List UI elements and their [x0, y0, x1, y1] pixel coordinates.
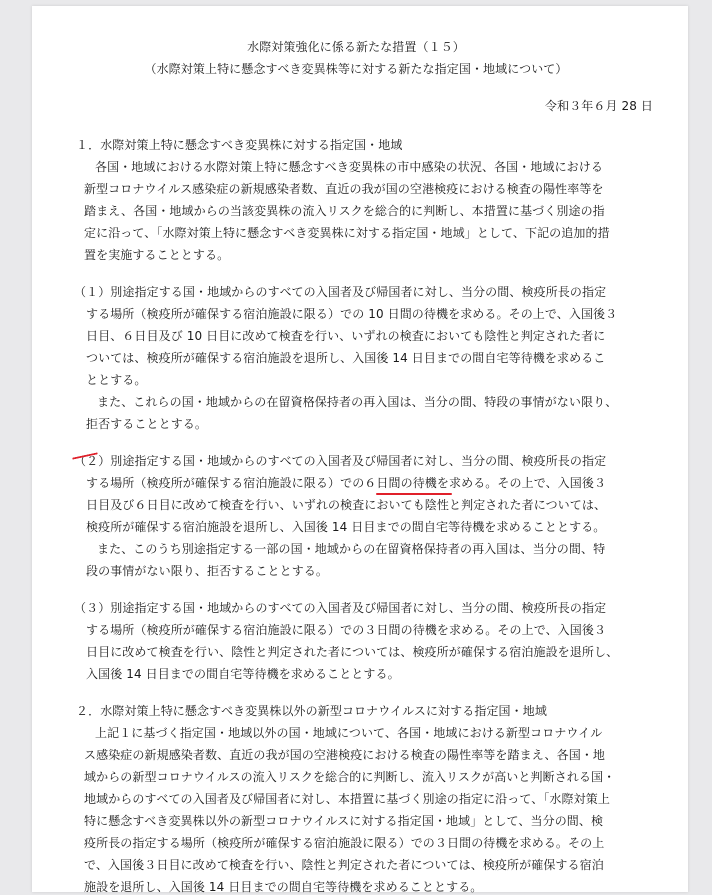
paragraph-line: する場所（検疫所が確保する宿泊施設に限る）での 10 日間の待機を求める。その上で、入国後３	[86, 307, 618, 321]
document-title: 水際対策強化に係る新たな措置（１５）	[247, 40, 465, 54]
paragraph-line: 入国後 14 日目までの間自宅等待機を求めることとする。	[86, 667, 400, 681]
paragraph-line: 各国・地域における水際対策上特に懸念すべき変異株の市中感染の状況、各国・地域における	[95, 160, 603, 174]
paragraph-line: 段の事情がない限り、拒否することとする。	[86, 564, 329, 578]
section2-heading: ２．水際対策上特に懸念すべき変異株以外の新型コロナウイルスに対する指定国・地域	[76, 704, 547, 718]
paragraph-line: で、入国後３日目に改めて検査を行い、陰性と判定された者については、検疫所が確保する宿泊	[84, 858, 604, 872]
red-underline-mark	[376, 493, 452, 495]
paragraph-line: また、これらの国・地域からの在留資格保持者の再入国は、当分の間、特段の事情がない限り、	[97, 395, 618, 409]
paragraph-line: 疫所長の指定する場所（検疫所が確保する宿泊施設に限る）での３日間の待機を求める。その上	[84, 836, 605, 850]
document-date: 令和３年６月 28 日	[545, 99, 653, 113]
paragraph-line: 域からの新型コロナウイルスの流入リスクを総合的に判断し、流入リスクが高いと判断される国・	[84, 770, 616, 784]
paragraph-line: （３）別途指定する国・地域からのすべての入国者及び帰国者に対し、当分の間、検疫所長の指定	[74, 601, 607, 615]
document-subtitle: （水際対策上特に懸念すべき変異株等に対する新たな指定国・地域について）	[144, 62, 568, 76]
paragraph-line: 上記１に基づく指定国・地域以外の国・地域について、各国・地域における新型コロナウイル	[95, 726, 603, 740]
paragraph-line: ととする。	[86, 373, 147, 387]
paragraph-line: 踏まえ、各国・地域からの当該変異株の流入リスクを総合的に判断し、本措置に基づく別途の指	[84, 204, 605, 218]
paragraph-line: また、このうち別途指定する一部の国・地域からの在留資格保持者の再入国は、当分の間、特	[97, 542, 606, 556]
paragraph-line: 置を実施することとする。	[84, 248, 230, 262]
paragraph-line: 日目に改めて検査を行い、陰性と判定された者については、検疫所が確保する宿泊施設を退所し、	[86, 645, 619, 659]
paragraph-line: 日目、６日目及び 10 日目に改めて検査を行い、いずれの検査においても陰性と判定された者に	[86, 329, 606, 343]
paragraph-line: （２）別途指定する国・地域からのすべての入国者及び帰国者に対し、当分の間、検疫所長の指定	[74, 454, 607, 468]
paragraph-line: する場所（検疫所が確保する宿泊施設に限る）での３日間の待機を求める。その上で、入国後３	[86, 623, 607, 637]
paragraph-line: 日目及び６日目に改めて検査を行い、いずれの検査においても陰性と判定された者については、	[86, 498, 607, 512]
paragraph-line: 特に懸念すべき変異株以外の新型コロナウイルスに対する指定国・地域」として、当分の間、検	[84, 814, 604, 828]
paragraph-line: ついては、検疫所が確保する宿泊施設を退所し、入国後 14 日目までの間自宅等待機を求めるこ	[86, 351, 606, 365]
paragraph-line: 地域からのすべての入国者及び帰国者に対し、本措置に基づく別途の指定に沿って、「水際対策上	[84, 792, 610, 806]
paragraph-line: 新型コロナウイルス感染症の新規感染者数、直近の我が国の空港検疫における検査の陽性率等を	[84, 182, 604, 196]
paragraph-line: 検疫所が確保する宿泊施設を退所し、入国後 14 日目までの間自宅等待機を求めることとする。	[86, 520, 606, 534]
paragraph-line: 施設を退所し、入国後 14 日目までの間自宅等待機を求めることとする。	[84, 880, 483, 894]
paragraph-line: ス感染症の新規感染者数、直近の我が国の空港検疫における検査の陽性率等を踏まえ、各国・地	[84, 748, 606, 762]
paragraph-line: 拒否することとする。	[86, 417, 208, 431]
paragraph-line: （１）別途指定する国・地域からのすべての入国者及び帰国者に対し、当分の間、検疫所長の指定	[74, 285, 607, 299]
paragraph-line: 定に沿って、「水際対策上特に懸念すべき変異株に対する指定国・地域」として、下記の追加的措	[84, 226, 610, 240]
section1-heading: １．水際対策上特に懸念すべき変異株に対する指定国・地域	[76, 138, 403, 152]
paragraph-line: する場所（検疫所が確保する宿泊施設に限る）での６日間の待機を求める。その上で、入国後３	[86, 476, 607, 490]
